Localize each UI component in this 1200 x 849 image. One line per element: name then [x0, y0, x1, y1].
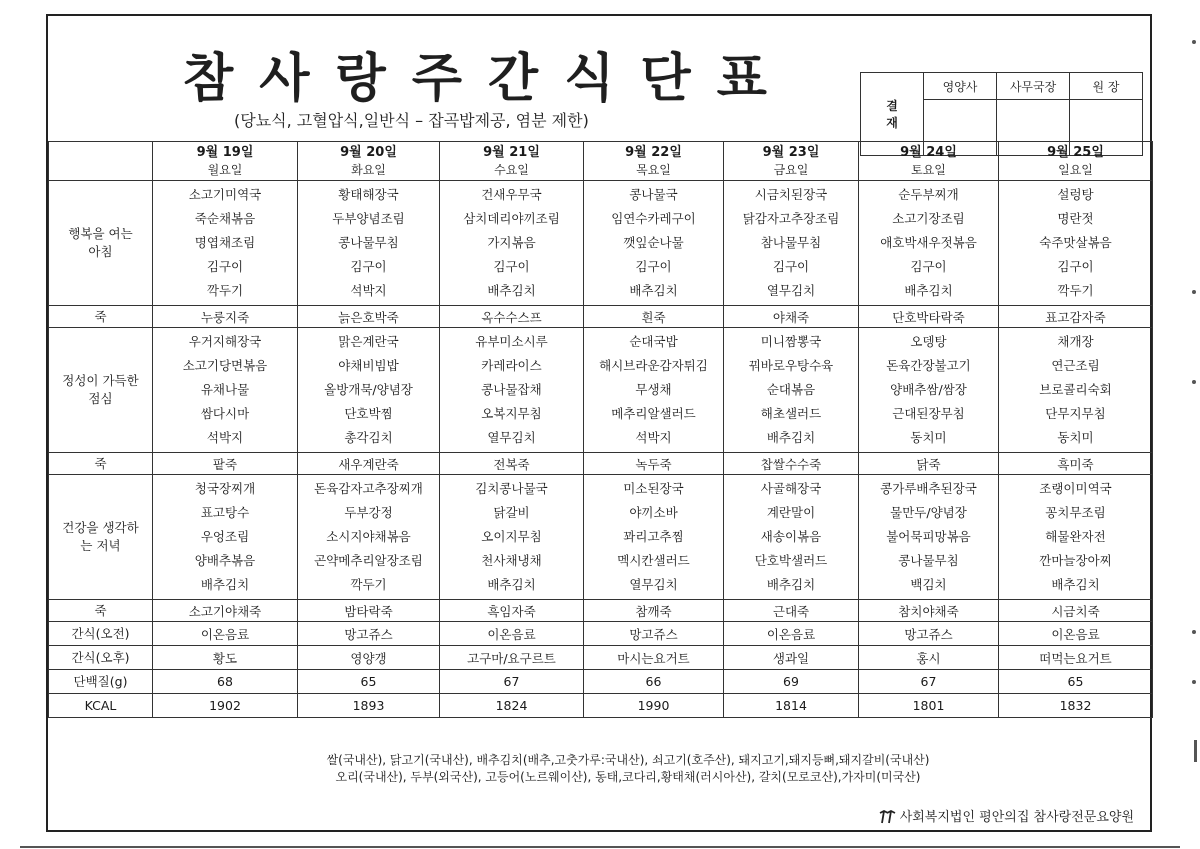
day-header: 9월 24일 토요일 — [859, 142, 999, 181]
dish-item: 무생채 — [635, 382, 672, 397]
dish-item: 깻잎순나물 — [623, 235, 684, 250]
dish-item: 시금치된장국 — [754, 187, 828, 202]
dish-item: 올방개묵/양념장 — [324, 382, 413, 397]
scan-artifact-bar — [1194, 740, 1197, 762]
meal-cell — [153, 181, 298, 306]
dish-item: 우엉조림 — [200, 529, 250, 544]
dish-item: 동치미 — [910, 430, 947, 445]
dish-item: 김구이 — [1057, 259, 1094, 274]
scan-artifact-dot — [1192, 680, 1196, 684]
detail-row — [49, 694, 1153, 718]
dish-item: 김구이 — [635, 259, 672, 274]
dish-item: 미소된장국 — [623, 481, 684, 496]
dish-item: 순대국밥 — [629, 334, 678, 349]
dish-item: 배추김치 — [487, 577, 536, 592]
day-header-row — [49, 142, 1153, 181]
value-cell: 1801 — [859, 694, 999, 718]
detail-row — [49, 453, 1153, 475]
dish-item: 계란말이 — [766, 505, 816, 520]
value-cell: 전복죽 — [440, 453, 584, 475]
scan-artifact-dot — [1192, 290, 1196, 294]
day-header: 9월 23일 금요일 — [724, 142, 859, 181]
dish-item: 콩나물무침 — [898, 553, 959, 568]
meal-row — [49, 181, 1153, 306]
detail-row — [49, 622, 1153, 646]
dish-item: 표고탕수 — [200, 505, 250, 520]
approval-role-dietitian: 영양사 — [924, 73, 997, 100]
meal-cell — [298, 475, 440, 600]
dish-item: 소시지야채볶음 — [326, 529, 411, 544]
value-cell: 새우계란죽 — [298, 453, 440, 475]
value-cell: 1902 — [153, 694, 298, 718]
weekly-menu-table — [48, 141, 1153, 718]
dish-item: 동치미 — [1057, 430, 1094, 445]
facility-name: 사회복지법인 평안의집 참사랑전문요양원 — [899, 810, 1134, 825]
dish-item: 소고기미역국 — [188, 187, 262, 202]
dish-item: 배추김치 — [766, 430, 816, 445]
dish-item: 깍두기 — [206, 283, 244, 298]
dish-item: 애호박새우젓볶음 — [880, 235, 977, 250]
detail-row — [49, 306, 1153, 328]
value-cell: 67 — [440, 670, 584, 694]
origin-notice — [228, 752, 1028, 786]
meal-cell — [440, 475, 584, 600]
value-cell: 흑미죽 — [999, 453, 1153, 475]
day-header: 9월 21일 수요일 — [440, 142, 584, 181]
meal-cell — [859, 181, 999, 306]
dish-item: 유부미소시루 — [475, 334, 548, 349]
value-cell: 이온음료 — [153, 622, 298, 646]
dish-item: 김구이 — [493, 259, 530, 274]
value-cell: 66 — [584, 670, 724, 694]
origin-line: 쌀(국내산), 닭고기(국내산), 배추김치(배추,고춧가루:국내산), 쇠고기(호주산), 돼지고기,돼지등뼈,돼지갈비(국내산) — [326, 753, 930, 767]
value-cell: 떠먹는요거트 — [999, 646, 1153, 670]
dish-item: 김구이 — [206, 259, 244, 274]
value-cell: 소고기야채죽 — [153, 600, 298, 622]
scan-artifact-dot — [1192, 380, 1196, 384]
value-cell: 흰죽 — [584, 306, 724, 328]
dish-item: 황태해장국 — [338, 187, 399, 202]
value-cell: 1893 — [298, 694, 440, 718]
value-cell: 고구마/요구르트 — [440, 646, 584, 670]
dish-item: 콩가루배추된장국 — [880, 481, 977, 496]
dish-item: 총각김치 — [344, 430, 393, 445]
value-cell: 마시는요거트 — [584, 646, 724, 670]
dish-item: 배추김치 — [904, 283, 953, 298]
day-header: 9월 25일 일요일 — [999, 142, 1153, 181]
value-cell: 근대죽 — [724, 600, 859, 622]
dish-item: 청국장찌개 — [194, 481, 256, 496]
dish-item: 맑은계란국 — [338, 334, 399, 349]
dish-item: 깐마늘장아찌 — [1039, 553, 1112, 568]
detail-row — [49, 646, 1153, 670]
dish-item: 해시브라운감자튀김 — [599, 358, 708, 373]
dish-item: 배추김치 — [766, 577, 816, 592]
dish-item: 닭감자고추장조림 — [742, 211, 840, 226]
value-cell: 늙은호박죽 — [298, 306, 440, 328]
value-cell: 이온음료 — [440, 622, 584, 646]
dish-item: 석박지 — [206, 430, 244, 445]
dish-item: 두부양념조림 — [332, 211, 405, 226]
dish-item: 숙주맛살볶음 — [1039, 235, 1112, 250]
dish-item: 곤약메추리알장조림 — [314, 553, 423, 568]
dish-item: 해초샐러드 — [760, 406, 822, 421]
dish-item: 유채나물 — [200, 382, 250, 397]
dish-item: 쌈다시마 — [200, 406, 250, 421]
dish-item: 단무지무침 — [1045, 406, 1106, 421]
value-cell: 67 — [859, 670, 999, 694]
dish-item: 조랭이미역국 — [1039, 481, 1112, 496]
dish-item: 콩나물잡채 — [481, 382, 542, 397]
dish-item: 양배추볶음 — [194, 553, 256, 568]
dish-item: 열무김치 — [629, 577, 678, 592]
value-cell: 팥죽 — [153, 453, 298, 475]
row-label: 죽 — [49, 600, 153, 622]
dish-item: 양배추쌈/쌈장 — [890, 382, 967, 397]
scan-artifact-line — [20, 846, 1180, 848]
row-label: 단백질(g) — [49, 670, 153, 694]
value-cell: 65 — [999, 670, 1153, 694]
meal-cell — [724, 475, 859, 600]
dish-item: 메추리알샐러드 — [611, 406, 696, 421]
dish-item: 순두부찌개 — [898, 187, 959, 202]
dish-item: 꿔바로우탕수육 — [748, 358, 834, 373]
dish-item: 야채비빔밥 — [338, 358, 399, 373]
value-cell: 야채죽 — [724, 306, 859, 328]
meal-cell — [440, 328, 584, 453]
dish-item: 명엽채조림 — [194, 235, 256, 250]
dish-item: 브로콜리숙회 — [1039, 382, 1112, 397]
value-cell: 홍시 — [859, 646, 999, 670]
dish-item: 단호박샐러드 — [754, 553, 828, 568]
meal-cell — [999, 475, 1153, 600]
meal-cell — [859, 328, 999, 453]
row-label: KCAL — [49, 694, 153, 718]
value-cell: 망고쥬스 — [859, 622, 999, 646]
corner-cell — [49, 142, 153, 181]
meal-cell — [584, 475, 724, 600]
dish-item: 두부강정 — [344, 505, 393, 520]
meal-cell — [724, 328, 859, 453]
row-label: 죽 — [49, 306, 153, 328]
page-title: 참사랑주간식단표 — [183, 49, 793, 109]
dish-item: 건새우무국 — [481, 187, 542, 202]
dish-item: 단호박찜 — [344, 406, 393, 421]
meal-cell — [859, 475, 999, 600]
detail-row — [49, 600, 1153, 622]
dish-item: 가지볶음 — [487, 235, 536, 250]
meal-row — [49, 475, 1153, 600]
meal-cell — [298, 181, 440, 306]
approval-role-office-manager: 사무국장 — [997, 73, 1070, 100]
dish-item: 근대된장무침 — [892, 406, 965, 421]
dish-item: 닭갈비 — [493, 505, 530, 520]
dish-item: 카레라이스 — [481, 358, 542, 373]
approval-role-director: 원 장 — [1070, 73, 1143, 100]
value-cell: 망고쥬스 — [298, 622, 440, 646]
dish-item: 새송이볶음 — [760, 529, 822, 544]
meal-cell — [999, 181, 1153, 306]
row-label: 건강을 생각하 는 저녁 — [49, 475, 153, 600]
dish-item: 삼치데리야끼조림 — [463, 211, 560, 226]
value-cell: 망고쥬스 — [584, 622, 724, 646]
origin-line: 오리(국내산), 두부(외국산), 고등어(노르웨이산), 동태,코다리,황태채(러시아산), 갈치(모로코산),가자미(미국산) — [335, 770, 921, 784]
value-cell: 영양갱 — [298, 646, 440, 670]
day-header: 9월 22일 목요일 — [584, 142, 724, 181]
value-cell: 밤타락죽 — [298, 600, 440, 622]
dish-item: 채개장 — [1057, 334, 1094, 349]
day-header: 9월 20일 화요일 — [298, 142, 440, 181]
dish-item: 깍두기 — [350, 577, 387, 592]
row-label: 죽 — [49, 453, 153, 475]
dish-item: 배추김치 — [1051, 577, 1100, 592]
value-cell: 1814 — [724, 694, 859, 718]
dish-item: 야끼소바 — [629, 505, 678, 520]
value-cell: 1832 — [999, 694, 1153, 718]
row-label: 간식(오후) — [49, 646, 153, 670]
value-cell: 닭죽 — [859, 453, 999, 475]
dish-item: 김구이 — [772, 259, 810, 274]
meal-cell — [584, 181, 724, 306]
value-cell: 69 — [724, 670, 859, 694]
scan-artifact-dot — [1192, 40, 1196, 44]
row-label: 정성이 가득한 점심 — [49, 328, 153, 453]
meal-cell — [153, 475, 298, 600]
value-cell: 1990 — [584, 694, 724, 718]
dish-item: 임연수카레구이 — [611, 211, 696, 226]
dish-item: 김치콩나물국 — [475, 481, 548, 496]
value-cell: 황도 — [153, 646, 298, 670]
day-header: 9월 19일 월요일 — [153, 142, 298, 181]
dish-item: 설렁탕 — [1057, 187, 1094, 202]
dish-item: 열무김치 — [487, 430, 536, 445]
meal-cell — [724, 181, 859, 306]
dish-item: 연근조림 — [1051, 358, 1100, 373]
dish-item: 소고기장조림 — [892, 211, 965, 226]
meal-cell — [153, 328, 298, 453]
value-cell: 녹두죽 — [584, 453, 724, 475]
dish-item: 멕시칸샐러드 — [617, 553, 690, 568]
dish-item: 콩나물국 — [629, 187, 678, 202]
value-cell: 이온음료 — [724, 622, 859, 646]
value-cell: 참치야채죽 — [859, 600, 999, 622]
scan-artifact-dot — [1192, 630, 1196, 634]
menu-body — [49, 181, 1153, 718]
meal-cell — [584, 328, 724, 453]
value-cell: 단호박타락죽 — [859, 306, 999, 328]
detail-row — [49, 670, 1153, 694]
dish-item: 꽈리고추찜 — [623, 529, 684, 544]
value-cell: 흑임자죽 — [440, 600, 584, 622]
dish-item: 명란젓 — [1057, 211, 1094, 226]
meal-cell — [440, 181, 584, 306]
approval-label: 결 재 — [861, 73, 924, 156]
menu-document — [46, 14, 1152, 832]
value-cell: 65 — [298, 670, 440, 694]
dish-item: 김구이 — [350, 259, 387, 274]
value-cell: 옥수수스프 — [440, 306, 584, 328]
value-cell: 68 — [153, 670, 298, 694]
dish-item: 열무김치 — [766, 283, 816, 298]
dish-item: 해물완자전 — [1045, 529, 1106, 544]
dish-item: 돈육간장불고기 — [886, 358, 971, 373]
row-label: 행복을 여는 아침 — [49, 181, 153, 306]
dish-item: 미니짬뽕국 — [760, 334, 822, 349]
dish-item: 오이지무침 — [481, 529, 542, 544]
value-cell: 생과일 — [724, 646, 859, 670]
value-cell: 표고감자죽 — [999, 306, 1153, 328]
dish-item: 배추김치 — [629, 283, 678, 298]
dish-item: 참나물무침 — [760, 235, 822, 250]
dish-item: 콩나물무침 — [338, 235, 399, 250]
dish-item: 순대볶음 — [766, 382, 816, 397]
value-cell: 누룽지죽 — [153, 306, 298, 328]
dish-item: 우거지해장국 — [188, 334, 262, 349]
row-label: 간식(오전) — [49, 622, 153, 646]
dish-item: 죽순채볶음 — [194, 211, 256, 226]
dish-item: 김구이 — [910, 259, 947, 274]
dish-item: 석박지 — [350, 283, 387, 298]
dish-item: 석박지 — [635, 430, 672, 445]
dish-item: 배추김치 — [200, 577, 250, 592]
dish-item: 소고기당면볶음 — [182, 358, 268, 373]
dish-item: 천사채냉채 — [481, 553, 542, 568]
dish-item: 배추김치 — [487, 283, 536, 298]
meal-cell — [298, 328, 440, 453]
page-subtitle: (당뇨식, 고혈압식,일반식 – 잡곡밥제공, 염분 제한) — [234, 111, 589, 130]
dish-item: 깍두기 — [1057, 283, 1094, 298]
value-cell: 1824 — [440, 694, 584, 718]
meal-row — [49, 328, 1153, 453]
dish-item: 물만두/양념장 — [890, 505, 967, 520]
dish-item: 사골해장국 — [760, 481, 822, 496]
facility-logo-icon — [878, 807, 896, 825]
dish-item: 오복지무침 — [481, 406, 542, 421]
value-cell: 시금치죽 — [999, 600, 1153, 622]
dish-item: 백김치 — [910, 577, 947, 592]
meal-cell — [999, 328, 1153, 453]
dish-item: 불어묵피망볶음 — [886, 529, 971, 544]
facility-footer — [878, 806, 1134, 825]
dish-item: 오뎅탕 — [910, 334, 947, 349]
value-cell: 찹쌀수수죽 — [724, 453, 859, 475]
value-cell: 참깨죽 — [584, 600, 724, 622]
dish-item: 돈육감자고추장찌개 — [314, 481, 423, 496]
value-cell: 이온음료 — [999, 622, 1153, 646]
dish-item: 꽁치무조림 — [1045, 505, 1106, 520]
